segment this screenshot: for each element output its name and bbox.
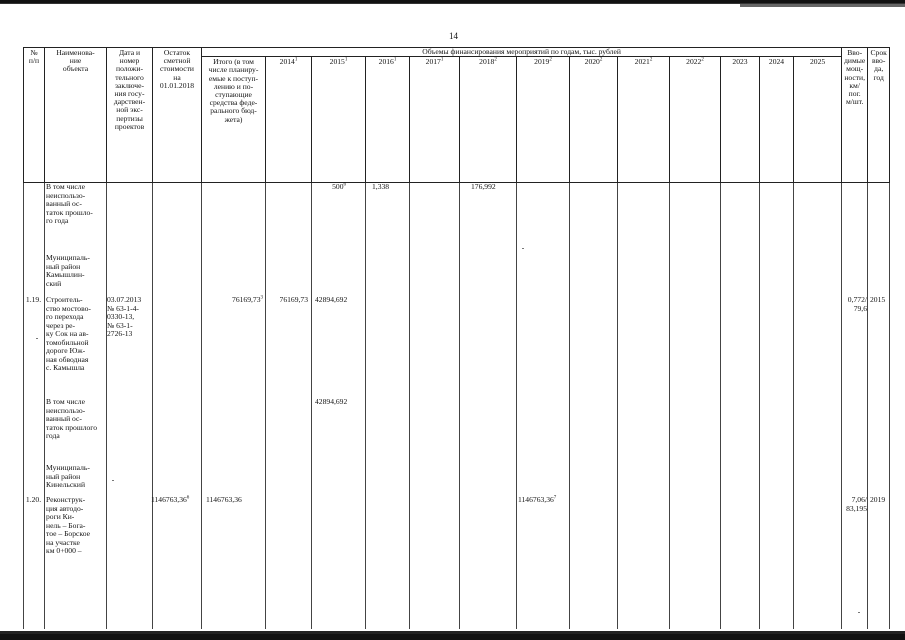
scan-speck <box>36 338 38 339</box>
header-col-name: Наименова- ние объекта <box>45 48 107 183</box>
header-year: 2022$^2$ <box>670 57 721 183</box>
scan-speck <box>522 248 524 249</box>
header-year: 2017$^1$ <box>410 57 460 183</box>
header-row-top <box>24 48 890 57</box>
header-year: 2015$^1$ <box>312 57 366 183</box>
header-year: 2019$^2$ <box>517 57 570 183</box>
header-year: 2023 <box>721 57 760 183</box>
col-rule <box>311 183 312 629</box>
col-rule <box>841 183 842 629</box>
col-rule <box>152 183 153 629</box>
district-kamyshlinsky: Муниципаль- ный район Камышлин- ский <box>46 253 90 288</box>
header-year: 2014$^1$ <box>266 57 312 183</box>
header-year: 2016$^1$ <box>366 57 410 183</box>
col-rule <box>617 183 618 629</box>
row-1-19-total: 76169,73$^3$ <box>232 295 263 304</box>
scan-top-edge-shade <box>740 4 905 7</box>
header-year: 2018$^2$ <box>460 57 517 183</box>
header-col-total: Итого (в том числе планиру- емые к поступ- лению и по- ступающие средства феде- рального бюд- жета) <box>202 57 266 183</box>
header-funding-title: Объемы финансирования мероприятий по годам, тыс. рублей <box>202 48 842 57</box>
unused-2016-value: 1,338 <box>372 182 390 191</box>
col-rule <box>516 183 517 629</box>
unused-2018-value: 176,992 <box>471 182 496 191</box>
page-number: 14 <box>449 31 458 41</box>
row-1-20-2019: 1146763,36$^7$ <box>518 495 557 504</box>
unused-2015-value: $500^6$ <box>332 182 346 191</box>
row-1-19-name: Строитель- ство мостово- го перехода через ре- ку Сок на ав- томобильной дороге Юж- ная обводная с. Камышла <box>46 295 91 372</box>
district-kinelsky: Муниципаль- ный район Кинельский <box>46 463 90 489</box>
col-rule <box>459 183 460 629</box>
row-1-19-expertise: 03.07.2013 № 63-1-4- 0330-13, № 63-1- 2726-13 <box>107 295 142 338</box>
row-1-19-2014: 76169,73 <box>279 295 308 304</box>
header-col-balance: Остаток сметной стоимости на 01.01.2018 <box>153 48 202 183</box>
header-col-no: № п/п <box>24 48 45 183</box>
col-rule <box>759 183 760 629</box>
row-1-20-total: 1146763,36 <box>206 495 242 504</box>
header-year: 2021$^2$ <box>618 57 670 183</box>
scan-bottom-edge <box>0 629 905 640</box>
col-rule <box>265 183 266 629</box>
col-rule <box>569 183 570 629</box>
col-rule <box>409 183 410 629</box>
col-rule <box>867 183 868 629</box>
unused2-2015-value: 42894,692 <box>315 397 348 406</box>
col-rule <box>201 183 202 629</box>
unused-balance-label-2: В том числе неиспользо- ванный ос- таток прошлого года <box>46 397 98 440</box>
header-col-date: Дата и номер положи- тельного заключе- ния госу- дарствен- ной экс- пертизы проектов <box>107 48 153 183</box>
col-rule <box>793 183 794 629</box>
row-1-19-term: 2015 <box>870 295 886 304</box>
row-1-20-number: 1.20. <box>25 495 42 504</box>
header-col-capacity: Вво- димые мощ- ности, км/ пог. м/шт. <box>842 48 868 183</box>
col-rule <box>106 183 107 629</box>
scan-speck <box>858 612 860 613</box>
col-rule <box>669 183 670 629</box>
row-1-19-capacity: 0,772/ 79,6 <box>847 295 867 313</box>
col-rule <box>44 183 45 629</box>
row-1-20-name: Реконструк- ция автодо- роги Ки- нель – Бога- тое – Борское на участке км 0+000 – <box>46 495 90 555</box>
row-1-19-number: 1.19. <box>25 295 42 304</box>
header-col-term: Срок вво- да, год <box>868 48 890 183</box>
header-year: 2024 <box>760 57 794 183</box>
col-rule <box>23 183 24 629</box>
row-1-20-capacity: 7,06/ 83,195 <box>846 495 867 513</box>
header-year: 2020$^2$ <box>570 57 618 183</box>
unused-balance-label: В том числе неиспользо- ванный ос- таток прошло- го года <box>46 182 93 225</box>
row-1-19-2015: 42894,692 <box>315 295 348 304</box>
col-rule <box>365 183 366 629</box>
funding-table <box>23 47 890 183</box>
row-1-20-balance: 1146763,36$^6$ <box>151 495 190 504</box>
scan-speck <box>112 480 114 481</box>
col-rule <box>720 183 721 629</box>
header-year: 2025 <box>794 57 842 183</box>
col-rule <box>889 183 890 629</box>
row-1-20-term: 2019 <box>870 495 886 504</box>
